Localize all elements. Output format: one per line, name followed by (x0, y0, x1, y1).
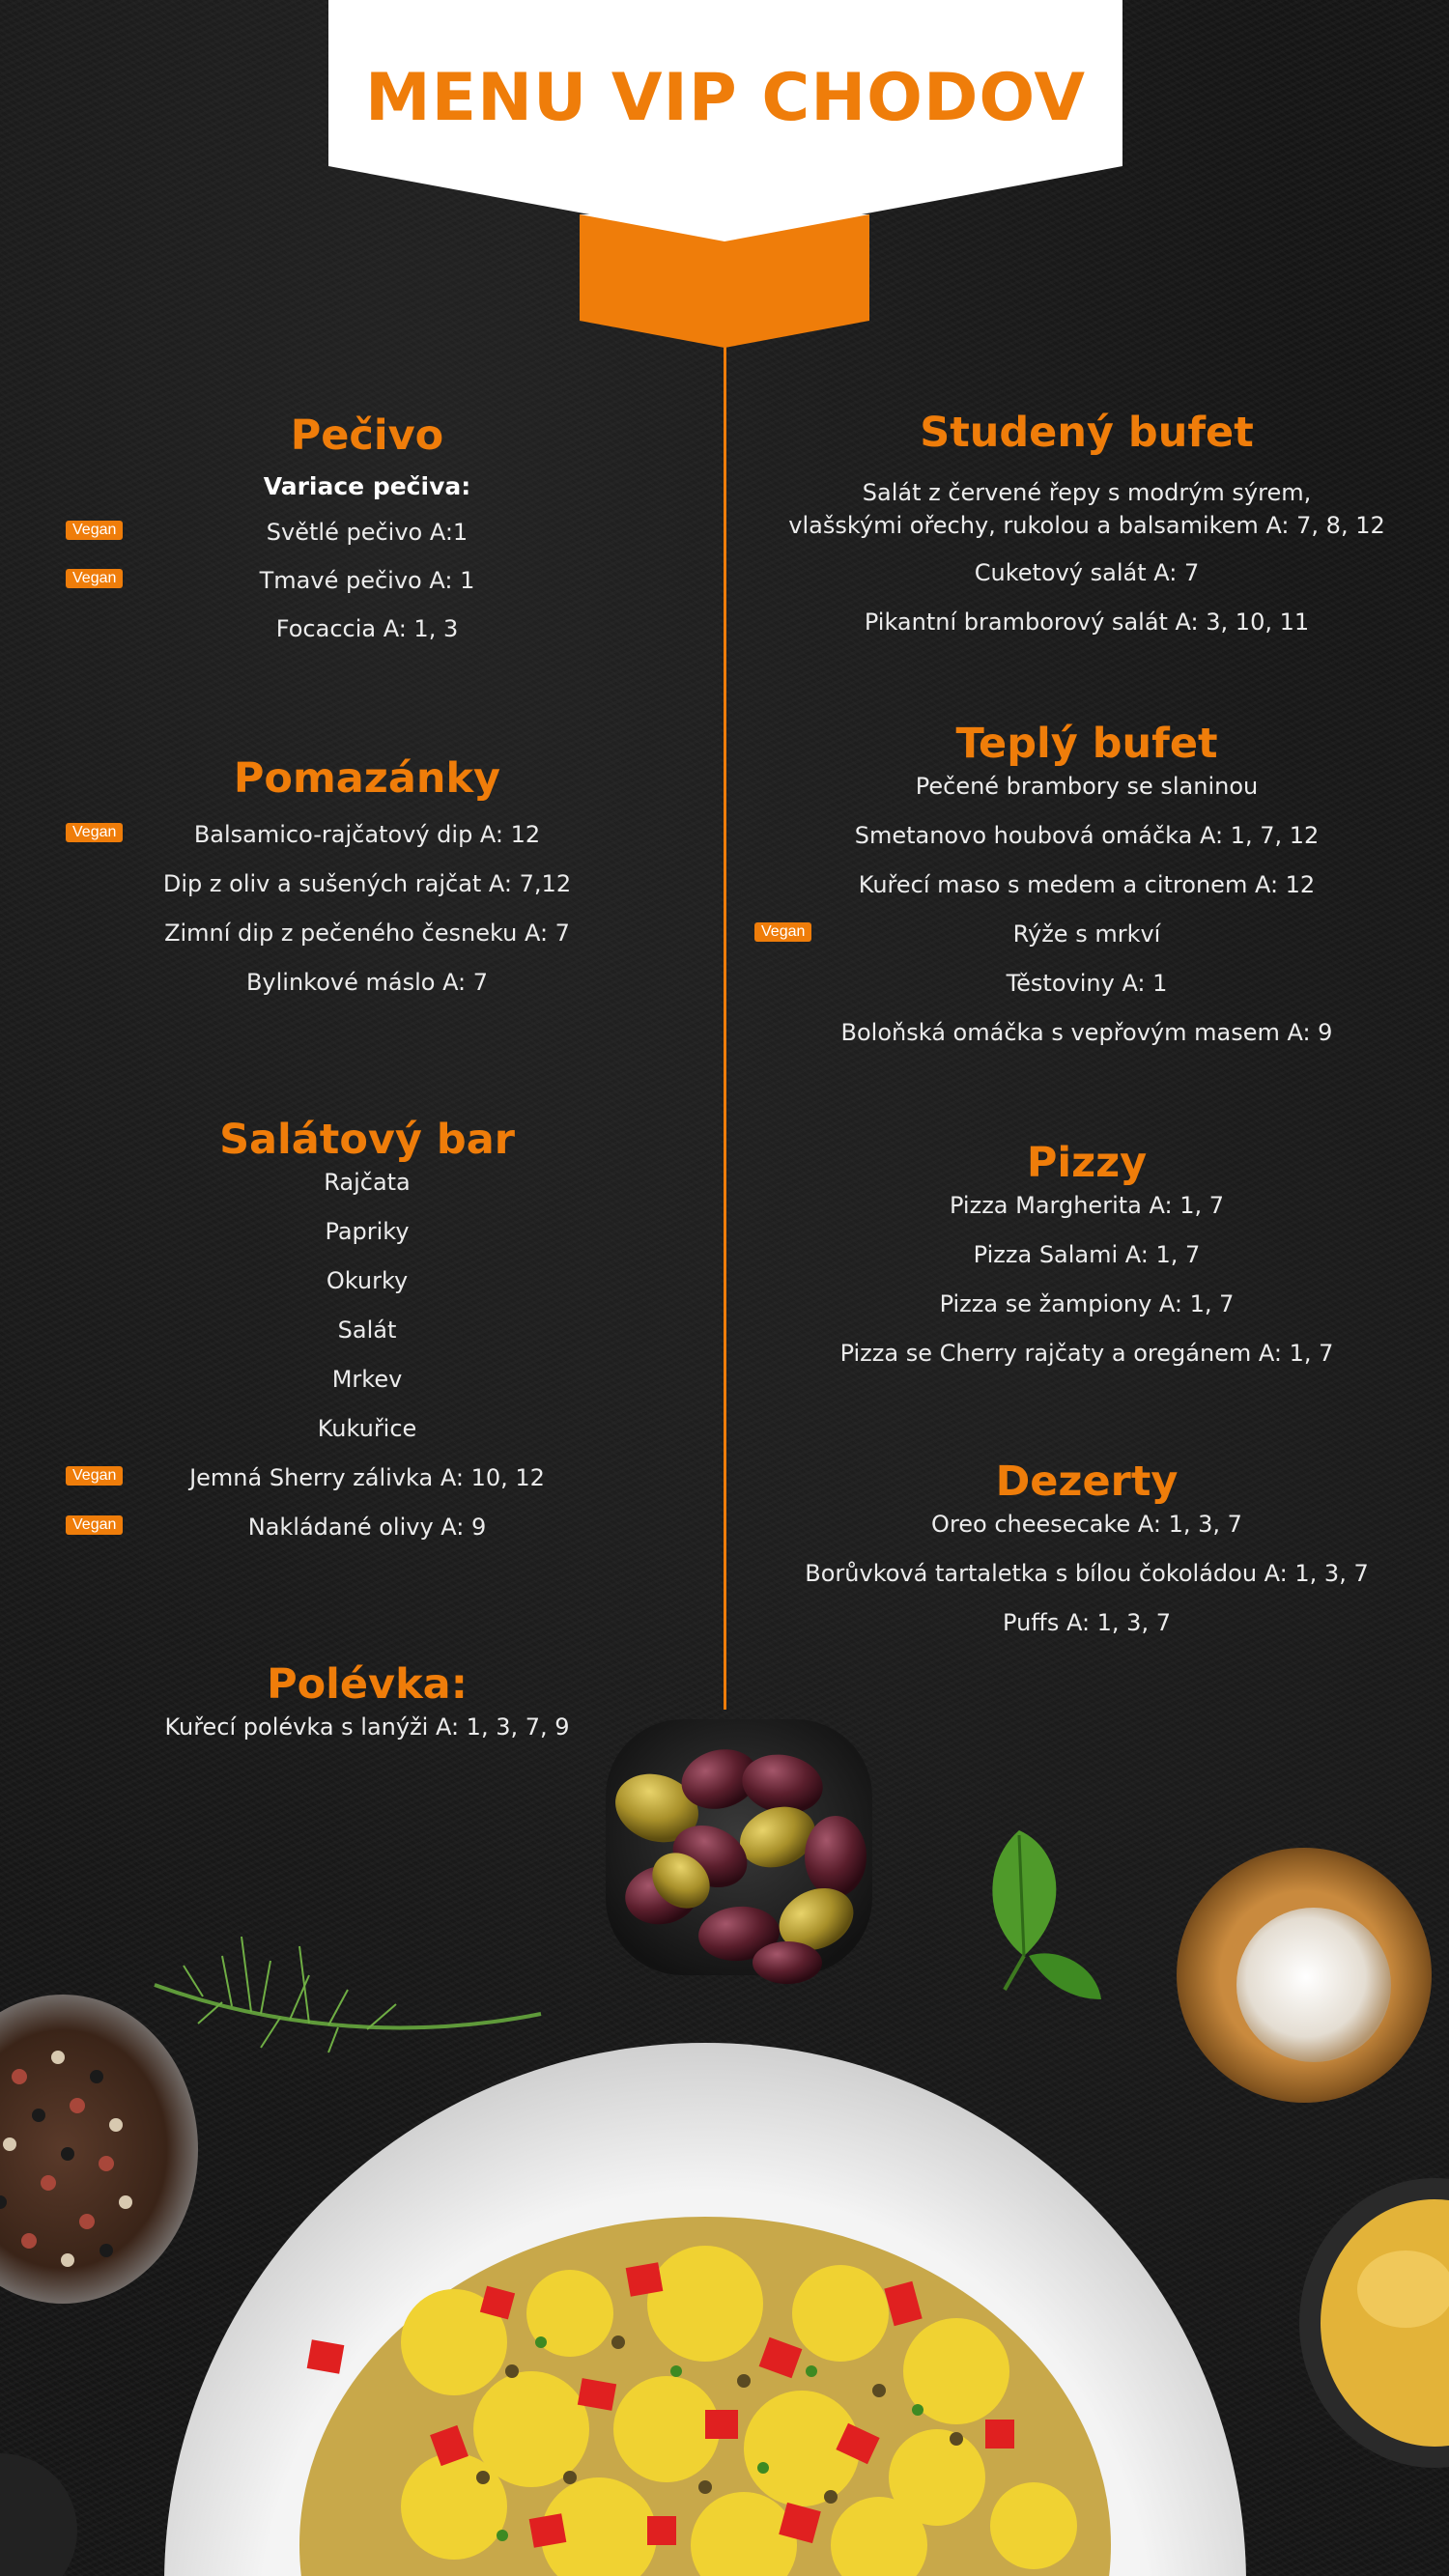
menu-item (758, 1606, 1415, 1639)
section-polevka (58, 1657, 676, 1743)
section-title-salatovy-bar: Salátový bar (219, 1116, 515, 1164)
menu-item (58, 612, 676, 645)
menu-item (58, 966, 676, 999)
menu-item (758, 1557, 1415, 1590)
menu-item-text: Smetanovo houbová omáčka A: 1, 7, 12 (854, 822, 1320, 849)
section-salatovy-bar (58, 1113, 676, 1543)
section-pizzy (758, 1136, 1415, 1370)
menu-item-text: Rýže s mrkví (1012, 920, 1161, 948)
menu-item (758, 868, 1415, 901)
menu-item (758, 967, 1415, 1000)
menu-item-text: Pikantní bramborový salát A: 3, 10, 11 (864, 609, 1310, 636)
section-title-pomazanky: Pomazánky (233, 754, 501, 803)
menu-item-text-line2: vlašskými ořechy, rukolou a balsamikem A: 7, 8, 12 (788, 512, 1385, 539)
menu-item-text: Pizza se žampiony A: 1, 7 (939, 1290, 1235, 1317)
menu-item-text: Pizza se Cherry rajčaty a oregánem A: 1, 7 (839, 1340, 1334, 1367)
menu-item (758, 1016, 1415, 1049)
menu-item (58, 867, 676, 900)
title-orange-tab (580, 214, 869, 348)
menu-item (758, 1288, 1415, 1320)
title-banner (328, 0, 1122, 240)
section-title-polevka: Polévka: (267, 1660, 468, 1709)
mustard-bowl-image (1299, 2173, 1449, 2473)
pecivo-subtitle: Variace pečiva: (263, 472, 471, 500)
vegan-badge: Vegan (66, 1466, 123, 1486)
basil-leaf-image (952, 1821, 1106, 2004)
menu-item-text: Pečené brambory se slaninou (915, 773, 1259, 800)
section-title-pecivo: Pečivo (290, 411, 444, 460)
menu-item-text: Cuketový salát A: 7 (974, 559, 1200, 586)
menu-item-text: Puffs A: 1, 3, 7 (1003, 1609, 1171, 1636)
menu-item-text: Světlé pečivo A:1 (266, 519, 469, 546)
vegan-badge: Vegan (66, 521, 123, 540)
menu-item-text: Kukuřice (317, 1415, 417, 1442)
menu-item-text: Bylinkové máslo A: 7 (245, 969, 489, 996)
section-pomazanky (58, 751, 676, 999)
menu-item-text: Tmavé pečivo A: 1 (259, 567, 475, 594)
menu-item (758, 1238, 1415, 1271)
menu-item-text: Rajčata (324, 1169, 411, 1196)
column-divider (724, 343, 726, 1710)
menu-item-text: Kuřecí maso s medem a citronem A: 12 (858, 871, 1316, 898)
menu-item-text: Nakládané olivy A: 9 (247, 1514, 487, 1541)
menu-item-text: Pizza Salami A: 1, 7 (973, 1241, 1201, 1268)
section-title-dezerty: Dezerty (995, 1458, 1179, 1506)
menu-item (58, 1363, 676, 1396)
section-teply-bufet (758, 717, 1415, 1049)
menu-item-text: Boloňská omáčka s vepřovým masem A: 9 (840, 1019, 1333, 1046)
menu-item (58, 1166, 676, 1199)
section-title-pizzy: Pizzy (1026, 1139, 1148, 1187)
menu-item (58, 1314, 676, 1346)
menu-item-text: Oreo cheesecake A: 1, 3, 7 (931, 1511, 1242, 1538)
menu-item-text: Focaccia A: 1, 3 (275, 615, 459, 642)
section-studeny-bufet (758, 406, 1415, 638)
menu-item (758, 1508, 1415, 1541)
menu-item-text: Dip z oliv a sušených rajčat A: 7,12 (162, 870, 572, 897)
menu-item-text: Salát (337, 1316, 397, 1344)
section-pecivo (58, 409, 676, 645)
vegan-badge: Vegan (66, 823, 123, 842)
menu-item (58, 1711, 676, 1743)
menu-item-text: Borůvková tartaletka s bílou čokoládou A: 1, 3, 7 (805, 1560, 1369, 1587)
menu-item (758, 1337, 1415, 1370)
menu-item (58, 1412, 676, 1445)
menu-item-text: Těstoviny A: 1 (1006, 970, 1168, 997)
menu-item (758, 918, 1415, 950)
menu-item (758, 770, 1415, 803)
olive-bowl-image (594, 1702, 884, 1992)
menu-title: MENU VIP CHODOV (364, 60, 1087, 136)
menu-item (58, 564, 676, 597)
menu-item (58, 1215, 676, 1248)
section-title-teply-bufet: Teplý bufet (955, 720, 1218, 768)
menu-item (758, 556, 1415, 589)
menu-item (758, 819, 1415, 852)
menu-item-text: Pizza Margherita A: 1, 7 (949, 1192, 1224, 1219)
menu-item (58, 1264, 676, 1297)
menu-item-text-line1: Salát z červené řepy s modrým sýrem, (862, 479, 1312, 506)
salad-plate-image (164, 2024, 1246, 2576)
menu-item (758, 606, 1415, 638)
menu-item-text: Jemná Sherry zálivka A: 10, 12 (189, 1464, 545, 1491)
menu-item (58, 516, 676, 549)
section-dezerty (758, 1455, 1415, 1639)
vegan-badge: Vegan (66, 569, 123, 588)
vegan-badge: Vegan (754, 922, 811, 942)
feta-bowl-image (0, 2444, 77, 2576)
menu-item (758, 1189, 1415, 1222)
menu-item (758, 476, 1415, 542)
vegan-badge: Vegan (66, 1515, 123, 1535)
menu-item (58, 1461, 676, 1494)
menu-item-text: Mrkev (331, 1366, 403, 1393)
menu-item-text: Papriky (325, 1218, 410, 1245)
menu-item (58, 1511, 676, 1543)
menu-item-text: Balsamico-rajčatový dip A: 12 (193, 821, 541, 848)
section-title-studeny-bufet: Studený bufet (920, 409, 1254, 457)
menu-item (58, 917, 676, 949)
menu-item-text: Kuřecí polévka s lanýži A: 1, 3, 7, 9 (164, 1713, 570, 1741)
menu-item-text: Okurky (326, 1267, 409, 1294)
menu-item-text: Zimní dip z pečeného česneku A: 7 (164, 920, 570, 947)
menu-item (58, 818, 676, 851)
